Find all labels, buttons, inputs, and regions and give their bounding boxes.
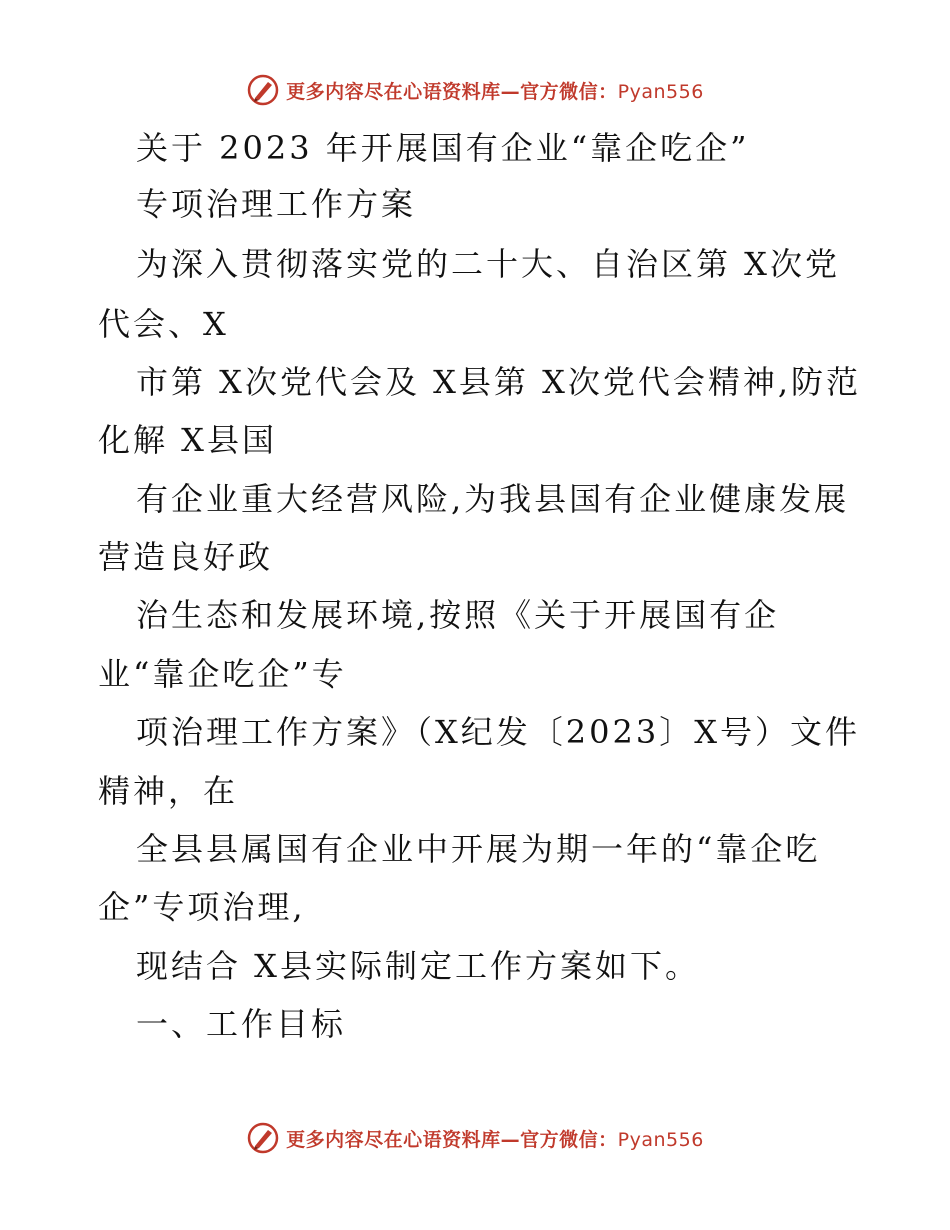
watermark-text-cn: 更多内容尽在心语资料库—官方微信： [286, 1128, 618, 1151]
document-title-line-1: 关于 2023 年开展国有企业“靠企吃企” [136, 129, 750, 167]
paragraph-line: 为深入贯彻落实党的二十大、自治区第 X次党 [136, 245, 840, 283]
paragraph-line: 项治理工作方案》（X纪发〔2023〕X号）文件 [136, 713, 861, 751]
paragraph-line: 治生态和发展环境,按照《关于开展国有企 [136, 596, 780, 634]
watermark-wechat-id: Pyan556 [617, 1128, 704, 1151]
paragraph-line: 有企业重大经营风险,为我县国有企业健康发展 [136, 480, 850, 518]
paragraph-line: 现结合 X县实际制定工作方案如下。 [136, 947, 700, 985]
pen-logo-icon [246, 1121, 280, 1155]
document-title-line-2: 专项治理工作方案 [136, 185, 417, 223]
watermark-text [286, 1125, 704, 1152]
paragraph-line: 化解 X县国 [98, 421, 277, 459]
paragraph-line: 代会、X [98, 305, 229, 343]
paragraph-line: 营造良好政 [98, 538, 274, 576]
paragraph-line: 全县县属国有企业中开展为期一年的“靠企吃 [136, 830, 821, 868]
watermark-text-cn: 更多内容尽在心语资料库—官方微信： [286, 80, 618, 103]
paragraph-line: 市第 X次党代会及 X县第 X次党代会精神,防范 [136, 363, 862, 401]
section-heading: 一、工作目标 [136, 1005, 347, 1043]
paragraph-line: 企”专项治理, [98, 888, 306, 926]
footer-watermark [0, 1116, 950, 1160]
watermark-wechat-id: Pyan556 [617, 80, 704, 103]
paragraph-line: 业“靠企吃企”专 [98, 655, 347, 693]
paragraph-line: 精神，在 [98, 772, 239, 810]
